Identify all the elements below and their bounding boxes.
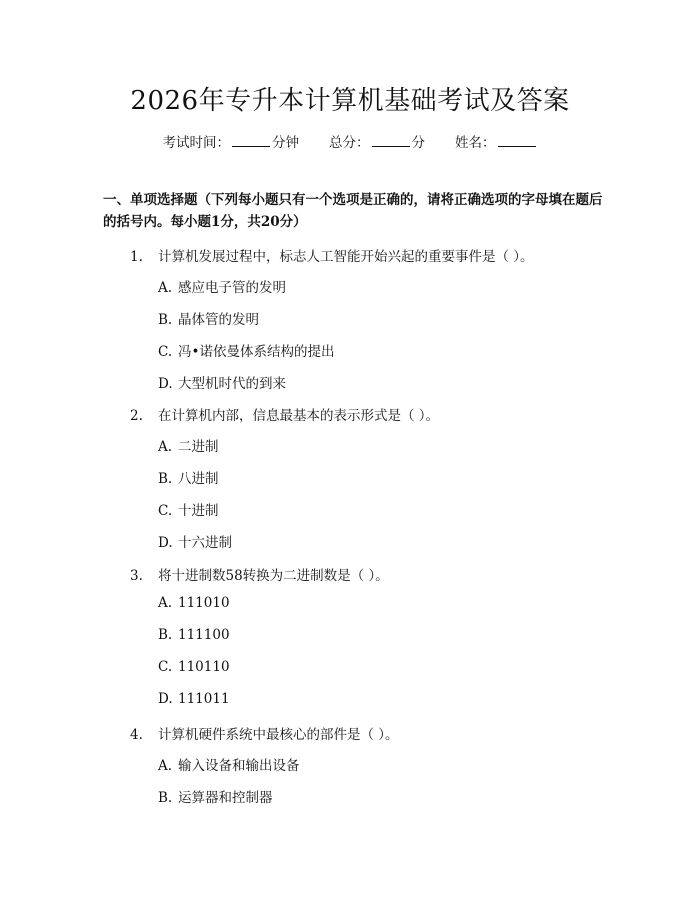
option-text: 运算器和控制器 (178, 790, 273, 806)
option-letter: B. (158, 312, 173, 328)
question-number: 1. (130, 249, 143, 265)
question-4-option-b (158, 786, 273, 806)
option-text: 晶体管的发明 (178, 312, 259, 328)
total-score-unit: 分 (411, 135, 425, 151)
question-2 (130, 404, 439, 424)
exam-time-label: 考试时间： (162, 135, 230, 151)
question-text: 计算机发展过程中，标志人工智能开始兴起的重要事件是（ ）。 (158, 249, 534, 265)
student-name-blank (498, 134, 536, 147)
exam-time-unit: 分钟 (272, 135, 299, 151)
question-2-option-d (158, 531, 232, 551)
option-letter: C. (158, 503, 173, 519)
question-3-option-a (158, 595, 230, 611)
option-text: 111011 (178, 691, 230, 707)
student-name-label: 姓名： (455, 135, 496, 151)
option-letter: B. (158, 471, 173, 487)
question-number: 2. (130, 408, 143, 424)
option-text: 110110 (178, 659, 230, 675)
option-text: 十六进制 (178, 535, 232, 551)
option-letter: D. (158, 535, 173, 551)
question-1-option-d (158, 372, 286, 392)
question-text: 将十进制数58转换为二进制数是（ ）。 (158, 568, 389, 584)
exam-time-blank (232, 134, 270, 147)
option-text: 111100 (178, 627, 230, 643)
question-4-option-a (158, 754, 300, 774)
student-name (455, 131, 538, 151)
question-1-option-a (158, 276, 286, 296)
question-2-option-b (158, 467, 219, 487)
option-text: 大型机时代的到来 (178, 376, 286, 392)
page-title: 2026年专升本计算机基础考试及答案 (130, 86, 570, 116)
option-letter: D. (158, 376, 173, 392)
exam-time (163, 131, 300, 151)
total-score (329, 131, 425, 151)
option-text: 十进制 (178, 503, 219, 519)
total-score-blank (372, 134, 410, 147)
option-letter: A. (158, 595, 173, 611)
question-2-option-a (158, 435, 219, 455)
question-4 (130, 723, 399, 743)
option-letter: C. (158, 344, 173, 360)
option-text: 冯•诺依曼体系结构的提出 (178, 344, 335, 360)
option-letter: B. (158, 790, 173, 806)
total-score-label: 总分： (329, 135, 370, 151)
question-text: 计算机硬件系统中最核心的部件是（ ）。 (158, 727, 399, 743)
question-1 (130, 245, 534, 265)
question-number: 3. (130, 568, 143, 584)
question-3-option-c (158, 659, 230, 675)
option-letter: D. (158, 691, 173, 707)
option-letter: A. (158, 280, 173, 296)
question-text: 在计算机内部，信息最基本的表示形式是（ ）。 (158, 408, 440, 424)
option-text: 输入设备和输出设备 (178, 758, 300, 774)
section-heading: 一、单项选择题（下列每小题只有一个选项是正确的，请将正确选项的字母填在题后的括号内。每小题1分，共20分） (103, 192, 603, 230)
question-1-option-c (158, 340, 334, 360)
question-3 (130, 564, 389, 584)
option-letter: C. (158, 659, 173, 675)
exam-meta (0, 131, 700, 151)
question-1-option-b (158, 308, 259, 328)
option-letter: B. (158, 627, 173, 643)
option-text: 二进制 (178, 439, 219, 455)
option-text: 111010 (178, 595, 230, 611)
option-text: 八进制 (178, 471, 219, 487)
option-text: 感应电子管的发明 (178, 280, 286, 296)
question-3-option-b (158, 627, 230, 643)
question-number: 4. (130, 727, 143, 743)
question-3-option-d (158, 691, 230, 707)
option-letter: A. (158, 758, 173, 774)
option-letter: A. (158, 439, 173, 455)
question-2-option-c (158, 499, 219, 519)
